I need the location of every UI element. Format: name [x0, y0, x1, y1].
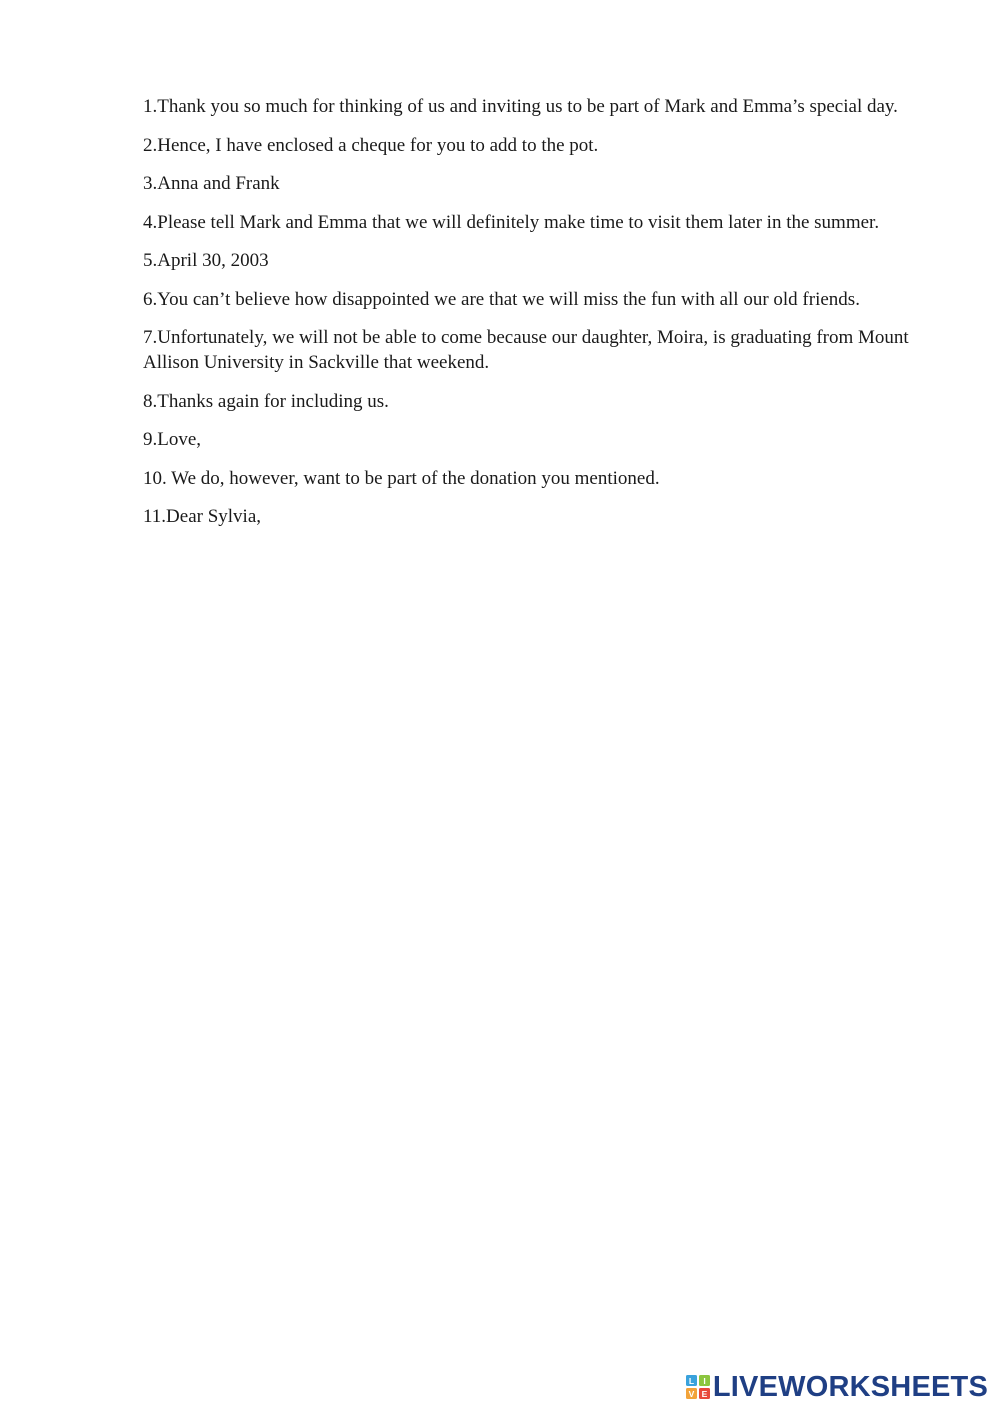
liveworksheets-logo-icon: [686, 1375, 710, 1399]
liveworksheets-wordmark: LIVEWORKSHEETS: [712, 1371, 988, 1403]
svg-text:E: E: [701, 1388, 708, 1399]
sentence-item-1: 1.Thank you so much for thinking of us and inviting us to be part of Mark and Emma’s special day.: [143, 96, 898, 117]
sentence-item-11: 11.Dear Sylvia,: [143, 506, 262, 527]
sentence-item-9: 9.Love,: [143, 429, 202, 450]
sentence-item-6: 6.You can’t believe how disappointed we are that we will miss the fun with all our old friends.: [143, 288, 860, 310]
svg-text:I: I: [703, 1375, 706, 1386]
sentence-list: [143, 94, 918, 543]
liveworksheets-logo: [686, 1372, 988, 1402]
sentence-item-8: 8.Thanks again for including us.: [143, 390, 389, 412]
sentence-item-2: 2.Hence, I have enclosed a cheque for you to add to the pot.: [143, 134, 599, 156]
sentence-item-10: 10. We do, however, want to be part of the donation you mentioned.: [143, 467, 660, 489]
sentence-item-4: 4.Please tell Mark and Emma that we will definitely make time to visit them later in the summer.: [143, 211, 880, 233]
sentence-item-5: 5.April 30, 2003: [143, 250, 269, 271]
svg-text:L: L: [688, 1375, 694, 1386]
svg-text:V: V: [688, 1388, 695, 1399]
sentence-item-7: 7.Unfortunately, we will not be able to come because our daughter, Moira, is graduating from Mount Allison University in Sackville that weekend.: [143, 327, 909, 373]
sentence-item-3: 3.Anna and Frank: [143, 173, 280, 194]
